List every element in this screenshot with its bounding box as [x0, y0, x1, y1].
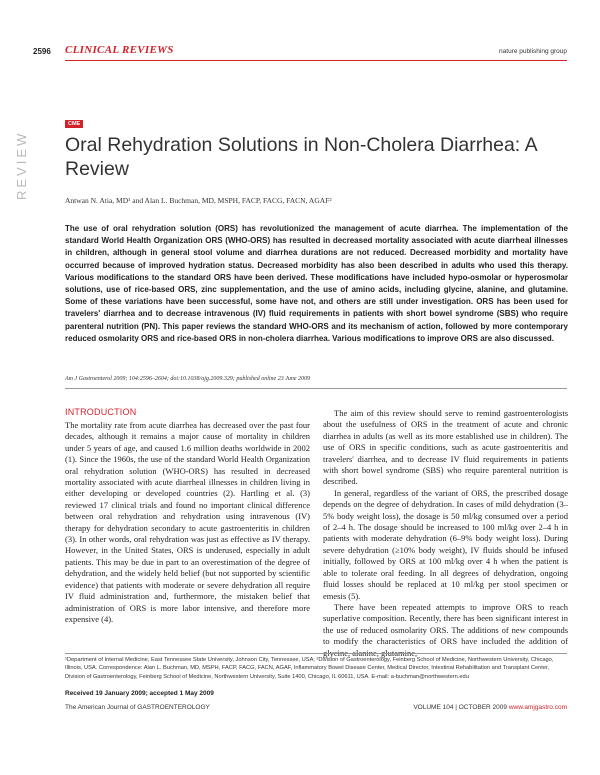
journal-name: The American Journal of GASTROENTEROLOGY — [65, 704, 210, 711]
citation-divider — [65, 388, 567, 389]
publisher-name: nature publishing group — [499, 48, 567, 55]
header-divider — [65, 60, 567, 61]
footer-volume-url — [413, 704, 567, 711]
section-title: CLINICAL REVIEWS — [65, 44, 174, 56]
article-title: Oral Rehydration Solutions in Non-Cholera Diarrhea: A Review — [65, 134, 537, 180]
volume-info: VOLUME 104 | OCTOBER 2009 — [413, 704, 508, 711]
author-list: Antwan N. Atia, MD¹ and Alan L. Buchman, MD, MSPH, FACP, FACG, FACN, AGAF² — [65, 196, 332, 205]
abstract: The use of oral rehydration solution (ORS) has revolutionized the management of acute diarrhea. The implementation of the standard World Health Organization ORS (WHO-ORS) has resulted in decreased mortality associated with acute diarrheal illnesses in children, although in general stool volume and diarrhea durations are not reduced. Decreased morbidity and mortality have occurred because of improved hydration status. Decreased morbidity has also been described in adults who used this therapy. Various modifications to the standard ORS have been derived. These modifications have included hypo-osmolar or hyperosmolar solutions, use of rice-based ORS, zinc supplementation, and the use of amino acids, including glycine, alanine, and glutamine. Some of these variations have been successful, some have not, and others are still under investigation. ORS has been used for travelers' diarrhea and to decrease intravenous (IV) fluid requirements in patients with short bowel syndrome (SBS) who require parenteral nutrition (PN). This paper reviews the standard WHO-ORS and its mechanism of action, followed by more contemporary reduced osmolarity ORS and rice-based ORS in non-cholera diarrhea. Various modifications to improve ORS are also discussed. — [65, 224, 568, 343]
paragraph: There have been repeated attempts to improve ORS to reach superlative composition. Recently, there has been significant interest in the use of reduced osmolarity ORS. The additions of new compounds to modify the characteristics of ORS have included the addition of glycine, alanine, glutamine, — [323, 601, 568, 658]
body-column-right — [323, 408, 568, 659]
body-column-left — [65, 420, 310, 625]
footnote-divider — [65, 653, 567, 654]
side-review-label: REVIEW — [14, 130, 29, 200]
section-heading-introduction: INTRODUCTION — [65, 407, 137, 417]
affiliation-footnote: ¹Department of Internal Medicine, East Tennessee State University, Johnson City, Tennessee, USA; ²Division of Gastroenterology, Feinberg School of Medicine, Northwestern University, Chicago, Illinois, USA. Correspondence: Alan L. Buchman, MD, MSPH, FACP, FACG, FACN, AGAF, Inflammatory Bowel Disease Center, Medical Director, Intestinal Rehabilitation and Transplant Center, Division of Gastroenterology, Feinberg School of Medicine, Northwestern University, Suite 1400, Chicago, IL 60611, USA. E-mail: a-buchman@northwestern.edu — [65, 657, 554, 680]
citation-line: Am J Gastroenterol 2009; 104:2596–2604; doi:10.1038/ajg.2009.329; published online 23 June 2009 — [65, 376, 311, 382]
journal-url[interactable]: www.amjgastro.com — [508, 704, 567, 711]
cme-badge: CME — [65, 120, 83, 128]
received-dates: Received 19 January 2009; accepted 1 May 2009 — [65, 690, 214, 697]
paragraph: In general, regardless of the variant of ORS, the prescribed dosage depends on the degree of dehydration. In cases of mild dehydration (3–5% body weight loss), the dosage is 50 ml/kg consumed over a period of 2–4 h. The dosage should be increased to 100 ml/kg over 2–4 h in patients with moderate dehydration (6–9% body weight loss). During severe dehydration (≥10% body weight), IV fluids should be infused initially, followed by ORS at 100 ml/kg over 4 h when the patient is able to tolerate oral feeding. In all degrees of dehydration, ongoing fluid losses should be replaced at 10 ml/kg per stool specimen or emesis (5). — [323, 487, 568, 601]
page-number: 2596 — [33, 47, 51, 56]
paragraph: The mortality rate from acute diarrhea has decreased over the past four decades, although it remains a major cause of mortality in children under 5 years of age, and caused 1.6 million deaths worldwide in 2002 (1). Since the 1960s, the use of the standard World Health Organization oral rehydration solution (WHO-ORS) has resulted in decreased mortality associated with acute diarrheal illnesses in children living in either developing or developed countries (2). Hartling et al. (3) reviewed 17 clinical trials and found no important clinical difference between oral rehydration and rehydration using intravenous (IV) therapy for dehydration secondary to acute gastroenteritis in children (3). In other words, oral rehydration was just as effective as IV therapy. However, in the United States, ORS is underused, especially in adult patients. This may be due in part to an overestimation of the degree of dehydration, and the widely held belief (but not supported by scientific evidence) that patients with moderate or severe dehydration all require IV fluid administration and, furthermore, the mistaken belief that administration of ORS is more labor intensive, and therefore more expensive (4). — [65, 420, 310, 624]
paragraph: The aim of this review should serve to remind gastroenterologists about the usefulness of ORS in the treatment of acute and chronic diarrhea in adults (as well as its more established use in children). The use of ORS in specific conditions, such as acute gastroenteritis and travelers' diarrhea, and to decrease IV fluid requirements in patients with short bowel syndrome (SBS) who require parenteral nutrition is described. — [323, 408, 568, 487]
